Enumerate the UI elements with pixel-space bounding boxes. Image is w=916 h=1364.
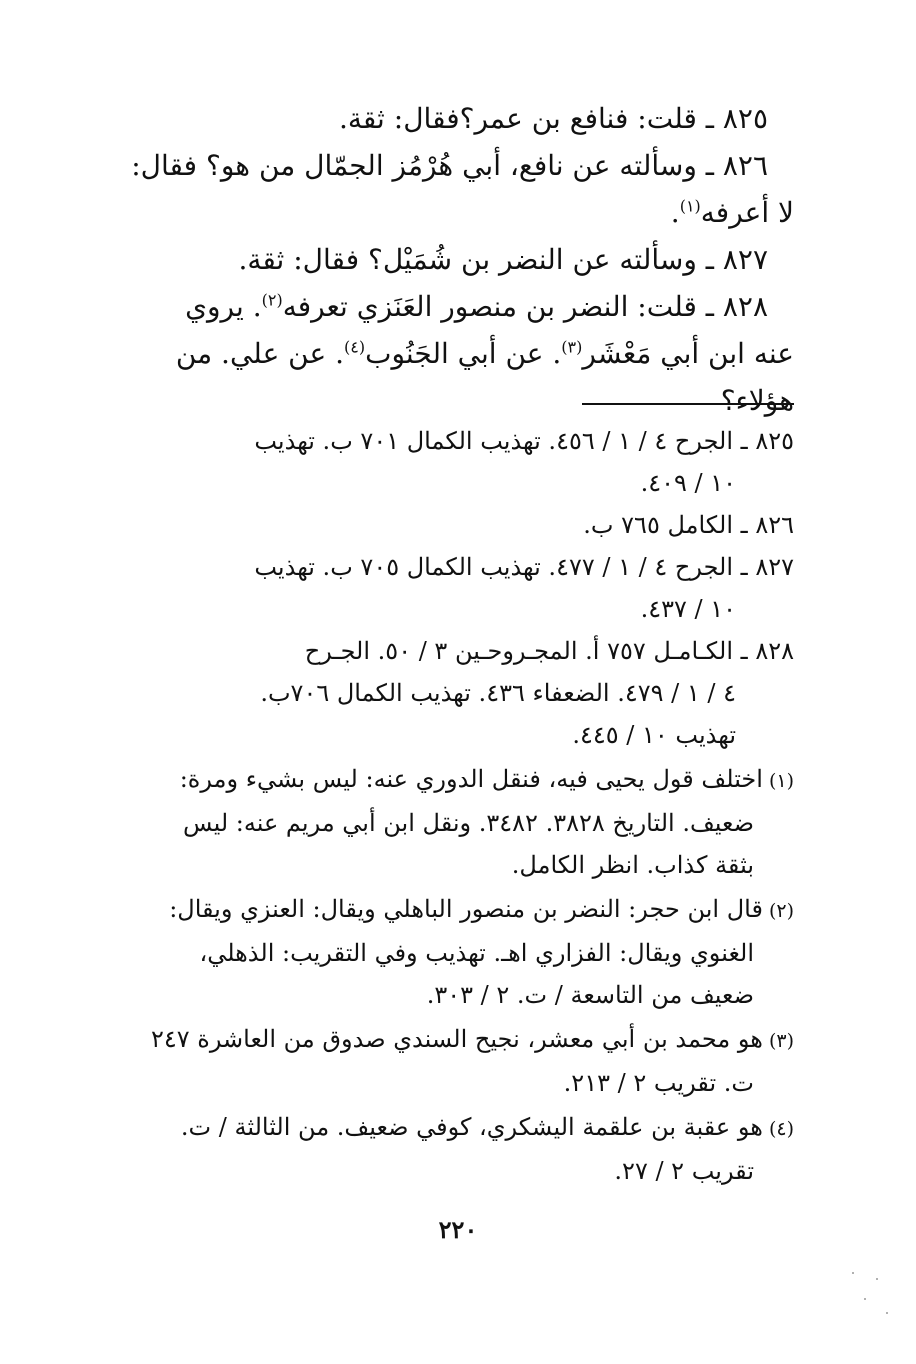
footnote-separator	[582, 403, 794, 405]
footnote-3-number: (٣)	[768, 1030, 794, 1052]
page-number: ٢٢٠	[438, 1215, 478, 1244]
footnote-2-number: (٢)	[768, 900, 794, 922]
reference-825-line1: ٨٢٥ ـ الجرح ٤ / ١ / ٤٥٦. تهذيب الكمال ٧٠١ ب. تهذيب	[254, 427, 794, 455]
footnote-4	[122, 1106, 794, 1192]
footnote-3	[122, 1018, 794, 1104]
reference-828-line3: تهذيب ١٠ / ٤٤٥.	[572, 721, 736, 749]
reference-826	[122, 504, 794, 546]
entry-828-line1a: ٨٢٨ ـ قلت: النضر بن منصور العَنَزي تعرفه	[282, 290, 768, 323]
entry-826-tail: .	[670, 196, 680, 229]
reference-825	[122, 420, 794, 504]
footnote-2	[122, 888, 794, 1016]
speck	[864, 1298, 866, 1300]
entry-827	[114, 236, 794, 283]
reference-827-line2: ١٠ / ٤٣٧.	[640, 595, 736, 623]
footnotes-section	[122, 420, 794, 1192]
footnote-2-line3: ضعيف من التاسعة / ت. ٢ / ٣٠٣.	[426, 981, 754, 1009]
footnote-ref-4[interactable]: (٤)	[344, 337, 366, 357]
footnote-3-line2: ت. تقريب ٢ / ٢١٣.	[563, 1069, 754, 1097]
entry-828-line2b: . عن أبي الجَنُوب	[365, 337, 562, 370]
speck	[852, 1272, 854, 1274]
footnote-1	[122, 758, 794, 886]
footnote-1-line2: ضعيف. التاريخ ٣٨٢٨. ٣٤٨٢. ونقل ابن أبي مريم عنه: ليس	[183, 809, 754, 837]
footnote-ref-2[interactable]: (٢)	[261, 290, 283, 310]
reference-828-line1: ٨٢٨ ـ الكـامـل ٧٥٧ أ. المجـروحـين ٣ / ٥٠. الجـرح	[304, 637, 794, 665]
entry-826-line1: ٨٢٦ ـ وسألته عن نافع، أبي هُرْمُز الجمّال من هو؟ فقال:	[131, 149, 768, 182]
footnote-4-line2: تقريب ٢ / ٢٧.	[614, 1157, 754, 1185]
scan-specks	[846, 1268, 896, 1318]
entry-825-text: ٨٢٥ ـ قلت: فنافع بن عمر؟فقال: ثقة.	[338, 102, 768, 135]
reference-828	[122, 630, 794, 756]
entry-828-line2c: . عن علي. من هؤلاء؟	[175, 337, 794, 417]
speck	[876, 1278, 878, 1280]
footnote-2-line2: الغنوي ويقال: الفزاري اهـ. تهذيب وفي التقريب: الذهلي،	[199, 939, 754, 967]
footnote-ref-3[interactable]: (٣)	[561, 337, 583, 357]
entry-828-line2a: عنه ابن أبي مَعْشَر	[582, 337, 794, 370]
main-text	[114, 95, 794, 424]
entry-828-line1b: . يروي	[185, 290, 262, 323]
reference-825-line2: ١٠ / ٤٠٩.	[640, 469, 736, 497]
footnote-4-number: (٤)	[768, 1118, 794, 1140]
footnote-4-line1: هو عقبة بن علقمة اليشكري، كوفي ضعيف. من الثالثة / ت.	[180, 1113, 763, 1141]
reference-828-line2: ٤ / ١ / ٤٧٩. الضعفاء ٤٣٦. تهذيب الكمال ٧٠٦ب.	[260, 679, 736, 707]
entry-825	[114, 95, 794, 142]
entry-827-text: ٨٢٧ ـ وسألته عن النضر بن شُمَيْل؟ فقال: ثقة.	[238, 243, 768, 276]
footnote-1-line1: اختلف قول يحيى فيه، فنقل الدوري عنه: ليس بشيء ومرة:	[179, 765, 763, 793]
footnote-3-line1: هو محمد بن أبي معشر، نجيح السندي صدوق من العاشرة ٢٤٧	[150, 1025, 763, 1053]
entry-826	[114, 142, 794, 236]
footnote-ref-1[interactable]: (١)	[679, 196, 701, 216]
entry-826-line2: لا أعرفه	[700, 196, 794, 229]
reference-827-line1: ٨٢٧ ـ الجرح ٤ / ١ / ٤٧٧. تهذيب الكمال ٧٠٥ ب. تهذيب	[254, 553, 794, 581]
speck	[886, 1312, 888, 1314]
reference-827	[122, 546, 794, 630]
reference-826-line1: ٨٢٦ ـ الكامل ٧٦٥ ب.	[583, 511, 794, 539]
footnote-2-line1: قال ابن حجر: النضر بن منصور الباهلي ويقال: العنزي ويقال:	[169, 895, 763, 923]
footnote-1-number: (١)	[768, 770, 794, 792]
footnote-1-line3: بثقة كذاب. انظر الكامل.	[511, 851, 754, 879]
